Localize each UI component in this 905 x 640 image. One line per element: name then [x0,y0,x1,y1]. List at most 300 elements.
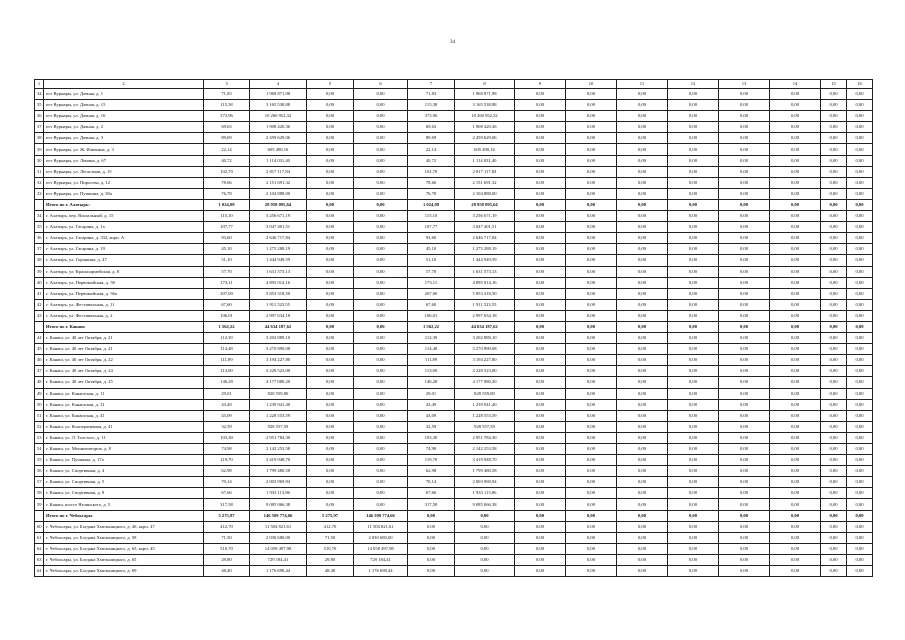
value-cell: 0,00 [354,366,408,377]
table-row [35,310,873,321]
value-cell: 0,00 [668,554,719,565]
table-row [35,355,873,366]
value-cell: 0,00 [515,89,566,100]
value-cell: 0,00 [668,566,719,577]
table-row [35,255,873,266]
value-cell: 0,00 [617,111,668,122]
value-cell: 0,00 [668,488,719,499]
value-cell: 317,58 [204,499,250,510]
address-cell: пгт Вурнары, ул. Пирогова, д. 12 [44,177,204,188]
table-row [35,444,873,455]
value-cell: 1 114 031,40 [455,155,515,166]
value-cell: 0,00 [770,388,821,399]
value-cell: 0,00 [307,399,354,410]
value-cell: 0,00 [515,133,566,144]
value-cell: 0,00 [515,122,566,133]
value-cell: 0,00 [668,477,719,488]
value-cell: 0,00 [515,377,566,388]
value-cell: 0,00 [847,222,873,233]
value-cell: 0,00 [515,299,566,310]
value-cell: 0,00 [821,266,847,277]
table-row [35,299,873,310]
row-number: 30 [35,155,44,166]
value-cell: 48,40 [307,566,354,577]
value-cell: 146 509 774,66 [354,510,408,521]
value-cell: 0,00 [668,199,719,210]
row-number: 35 [35,222,44,233]
value-cell: 0,00 [617,100,668,111]
value-cell: 0,00 [668,543,719,554]
value-cell: 0,00 [566,455,617,466]
value-cell: 0,00 [719,233,770,244]
value-cell: 0,00 [515,310,566,321]
value-cell: 0,00 [719,122,770,133]
value-cell: 0,00 [668,188,719,199]
address-cell: пгт Вурнары, ул. Дачная, д. 1 [44,89,204,100]
value-cell: 0,00 [719,444,770,455]
row-number: 46 [35,355,44,366]
value-cell: 0,00 [821,455,847,466]
value-cell: 0,00 [354,133,408,144]
value-cell: 1 911 523,55 [455,299,515,310]
value-cell: 0,00 [354,188,408,199]
value-cell: 0,00 [354,499,408,510]
value-cell: 0,00 [566,277,617,288]
value-cell: 0,00 [847,421,873,432]
value-cell: 1 114 031,40 [250,155,307,166]
value-cell: 0,00 [307,355,354,366]
value-cell: 0,00 [847,521,873,532]
value-cell: 0,00 [515,233,566,244]
value-cell: 44 634 187,62 [455,321,515,332]
address-cell: г. Канаш, ул. Механизаторов, д. 8 [44,444,204,455]
value-cell: 0,00 [821,133,847,144]
address-cell: пгт Вурнары, ул. Дачная, д. 15 [44,100,204,111]
value-cell: 115,10 [204,211,250,222]
value-cell: 28 958 095,64 [250,199,307,210]
value-cell: 2 142 253,58 [455,444,515,455]
value-cell: 0,00 [770,255,821,266]
column-number: 1 [35,80,44,89]
value-cell: 0,00 [770,133,821,144]
value-cell: 0,00 [566,222,617,233]
value-cell: 0,00 [307,377,354,388]
value-cell: 0,00 [821,310,847,321]
value-cell: 0,00 [847,377,873,388]
value-cell: 0,00 [770,377,821,388]
value-cell: 0,00 [821,532,847,543]
table-row [35,277,873,288]
row-number [35,510,44,521]
value-cell: 0,00 [719,222,770,233]
value-cell: 0,00 [847,554,873,565]
value-cell: 0,00 [770,543,821,554]
value-cell: 0,00 [354,144,408,155]
row-number: 59 [35,499,44,510]
row-number: 37 [35,122,44,133]
row-number: 42 [35,299,44,310]
value-cell: 0,00 [719,310,770,321]
row-number: 49 [35,388,44,399]
value-cell: 3 165 538,88 [455,100,515,111]
row-number: 35 [35,100,44,111]
address-cell: г. Канаш, ул. Л. Толстого, д. 11 [44,432,204,443]
value-cell: 0,00 [821,344,847,355]
value-cell: 106,01 [204,310,250,321]
value-cell: 0,00 [566,133,617,144]
value-cell: 0,00 [668,466,719,477]
value-cell: 11 504 821,61 [250,521,307,532]
value-cell: 0,00 [566,554,617,565]
value-cell: 0,00 [617,566,668,577]
value-cell: 0,00 [566,89,617,100]
row-number: 45 [35,344,44,355]
value-cell: 0,00 [617,344,668,355]
value-cell: 2 817 117,84 [455,166,515,177]
value-cell: 0,00 [668,510,719,521]
value-cell: 0,00 [307,499,354,510]
value-cell: 0,00 [566,510,617,521]
value-cell: 67,60 [204,299,250,310]
value-cell: 0,00 [719,410,770,421]
value-cell: 3 270 890,08 [250,344,307,355]
value-cell: 0,00 [515,421,566,432]
value-cell: 0,00 [617,188,668,199]
address-cell: г. Канаш, ул. Пушкина, д. 17а [44,455,204,466]
value-cell: 0,00 [354,122,408,133]
value-cell: 0,00 [821,388,847,399]
value-cell: 0,00 [617,266,668,277]
value-cell: 0,00 [719,266,770,277]
value-cell: 0,00 [455,521,515,532]
value-cell: 14 058 497,98 [250,543,307,554]
table-row [35,100,873,111]
value-cell: 0,00 [566,421,617,432]
value-cell: 0,00 [770,177,821,188]
value-cell: 0,00 [719,499,770,510]
row-number: 31 [35,166,44,177]
value-cell: 0,00 [770,466,821,477]
value-cell: 0,00 [408,510,455,521]
value-cell: 0,00 [566,299,617,310]
value-cell: 0,00 [354,211,408,222]
column-number: 4 [250,80,307,89]
value-cell: 29,80 [307,554,354,565]
value-cell: 0,00 [668,521,719,532]
table-row [35,344,873,355]
value-cell: 29,80 [204,554,250,565]
value-cell: 412,70 [204,521,250,532]
value-cell: 57,70 [408,266,455,277]
table-header-row [35,80,873,89]
value-cell: 0,00 [354,432,408,443]
value-cell: 0,00 [719,554,770,565]
value-cell: 103,30 [408,432,455,443]
value-cell: 0,00 [668,410,719,421]
table-row [35,532,873,543]
value-cell: 0,00 [566,155,617,166]
table-row [35,244,873,255]
value-cell: 22,14 [204,144,250,155]
value-cell: 0,00 [719,100,770,111]
value-cell: 114,48 [408,344,455,355]
value-cell: 113,00 [204,366,250,377]
value-cell: 0,00 [770,410,821,421]
value-cell: 0,00 [566,288,617,299]
table-row [35,499,873,510]
value-cell: 0,00 [566,321,617,332]
value-cell: 3 047 401,51 [250,222,307,233]
value-cell: 0,00 [307,388,354,399]
column-number: 5 [307,80,354,89]
value-cell: 0,00 [719,377,770,388]
value-cell: 0,00 [354,410,408,421]
value-cell: 0,00 [821,155,847,166]
value-cell: 4 895 014,16 [250,277,307,288]
value-cell: 0,00 [719,432,770,443]
value-cell: 71,83 [408,89,455,100]
value-cell: 0,00 [821,543,847,554]
value-cell: 0,00 [847,333,873,344]
table-row [35,366,873,377]
value-cell: 0,00 [354,255,408,266]
value-cell: 11 504 821,61 [354,521,408,532]
table-row [35,222,873,233]
value-cell: 0,00 [307,432,354,443]
value-cell: 0,00 [719,488,770,499]
value-cell: 0,00 [821,211,847,222]
value-cell: 0,00 [617,321,668,332]
value-cell: 0,00 [617,277,668,288]
row-number: 53 [35,432,44,443]
value-cell: 0,00 [566,255,617,266]
address-cell: г. Канаш, шоссе Ятчинского, д. 5 [44,499,204,510]
address-cell: г. Алатырь, ул. Гагарина, д. 1а [44,222,204,233]
table-row [35,566,873,577]
value-cell: 0,00 [719,344,770,355]
row-number: 52 [35,421,44,432]
value-cell: 0,00 [847,410,873,421]
value-cell: 0,00 [354,455,408,466]
value-cell: 0,00 [617,89,668,100]
value-cell: 0,00 [566,244,617,255]
value-cell: 412,70 [307,521,354,532]
value-cell: 0,00 [515,455,566,466]
value-cell: 828 559,80 [250,388,307,399]
row-number [35,321,44,332]
address-cell: г. Чебоксары, ул. Богдана Хмельницкого, д. 63, корп. 45 [44,543,204,554]
value-cell: 0,00 [515,333,566,344]
value-cell: 0,00 [515,499,566,510]
value-cell: 4 177 080,20 [455,377,515,388]
value-cell: 0,00 [515,388,566,399]
address-cell: пгт Вурнары, ул. Пушкина, д. 30а [44,188,204,199]
value-cell: 107,77 [204,222,250,233]
value-cell: 0,00 [719,166,770,177]
value-cell: 0,00 [821,244,847,255]
value-cell: 3 419 948,70 [455,455,515,466]
row-number: 64 [35,566,44,577]
value-cell: 0,00 [770,510,821,521]
value-cell: 0,00 [515,399,566,410]
value-cell: 0,00 [847,355,873,366]
value-cell: 0,00 [408,566,455,577]
value-cell: 48,40 [204,566,250,577]
value-cell: 0,00 [566,566,617,577]
value-cell: 0,00 [354,266,408,277]
value-cell: 0,00 [668,244,719,255]
value-cell: 373,96 [204,111,250,122]
row-number: 33 [35,188,44,199]
table-row [35,266,873,277]
address-cell: г. Канаш, ул. Спортивная, д. 5 [44,477,204,488]
row-number: 51 [35,410,44,421]
value-cell: 0,00 [515,510,566,521]
value-cell: 112,39 [408,333,455,344]
value-cell: 0,00 [408,543,455,554]
column-number: 14 [770,80,821,89]
value-cell: 0,00 [847,499,873,510]
table-row [35,543,873,554]
value-cell: 0,00 [668,155,719,166]
address-cell: пгт Вурнары, ул. Лесхозная, д. 15 [44,166,204,177]
value-cell: 0,00 [821,100,847,111]
value-cell: 2 104 888,00 [455,188,515,199]
row-number [35,199,44,210]
value-cell: 5 853 318,50 [250,288,307,299]
value-cell: 0,00 [847,155,873,166]
value-cell: 0,00 [770,144,821,155]
value-cell: 0,00 [307,366,354,377]
value-cell: 0,00 [719,211,770,222]
value-cell: 0,00 [307,477,354,488]
value-cell: 0,00 [668,399,719,410]
table-row [35,133,873,144]
value-cell: 0,00 [408,521,455,532]
value-cell: 0,00 [408,532,455,543]
value-cell: 1 444 949,59 [250,255,307,266]
value-cell: 0,00 [617,255,668,266]
value-cell: 10 260 952,32 [455,111,515,122]
value-cell: 0,00 [847,255,873,266]
table-row [35,155,873,166]
value-cell: 0,00 [668,377,719,388]
value-cell: 0,00 [668,444,719,455]
value-cell: 29,01 [408,388,455,399]
value-cell: 0,00 [719,566,770,577]
value-cell: 0,00 [719,277,770,288]
value-cell: 0,00 [821,410,847,421]
value-cell: 0,00 [821,89,847,100]
value-cell: 0,00 [770,188,821,199]
address-cell: г. Канаш, ул. Канашская, д. 31 [44,399,204,410]
value-cell: 0,00 [668,211,719,222]
value-cell: 0,00 [668,321,719,332]
value-cell: 0,00 [821,255,847,266]
value-cell: 32,59 [204,421,250,432]
value-cell: 114,48 [204,344,250,355]
value-cell: 0,00 [719,188,770,199]
value-cell: 0,00 [617,510,668,521]
value-cell: 0,00 [719,532,770,543]
value-cell: 0,00 [847,477,873,488]
value-cell: 0,00 [847,366,873,377]
value-cell: 0,00 [307,111,354,122]
table-row [35,144,873,155]
value-cell: 1 239 941,40 [455,399,515,410]
value-cell: 0,00 [821,111,847,122]
value-cell: 317,58 [408,499,455,510]
value-cell: 0,00 [566,166,617,177]
address-cell: г. Алатырь, ул. Первомайская, д. 56а [44,288,204,299]
value-cell: 0,00 [354,288,408,299]
value-cell: 0,00 [617,421,668,432]
value-cell: 0,00 [847,455,873,466]
value-cell: 0,00 [617,388,668,399]
value-cell: 605 490,16 [250,144,307,155]
value-cell: 0,00 [821,521,847,532]
value-cell: 0,00 [455,543,515,554]
value-cell: 2 951 784,30 [250,432,307,443]
value-cell: 76,78 [408,188,455,199]
value-cell: 0,00 [719,155,770,166]
value-cell: 0,00 [307,410,354,421]
value-cell: 1 024,09 [408,199,455,210]
value-cell: 70,14 [204,477,250,488]
value-cell: 0,00 [354,377,408,388]
value-cell: 0,00 [307,421,354,432]
value-cell: 0,00 [354,166,408,177]
address-cell: Итого по г. Алатырь: [44,199,204,210]
value-cell: 43,09 [408,410,455,421]
value-cell: 0,00 [515,288,566,299]
value-cell: 0,00 [719,466,770,477]
value-cell: 0,00 [770,233,821,244]
table-row [35,333,873,344]
table-row [35,188,873,199]
value-cell: 0,00 [307,444,354,455]
column-number: 2 [44,80,204,89]
value-cell: 0,00 [307,188,354,199]
column-number: 10 [566,80,617,89]
value-cell: 2 003 969,94 [455,477,515,488]
table-row [35,388,873,399]
value-cell: 0,00 [668,233,719,244]
value-cell: 0,00 [770,344,821,355]
value-cell: 0,00 [617,499,668,510]
row-number: 47 [35,366,44,377]
table-row [35,466,873,477]
value-cell: 0,00 [566,344,617,355]
row-number: 38 [35,133,44,144]
value-cell: 115,38 [204,100,250,111]
value-cell: 0,00 [515,255,566,266]
value-cell: 0,00 [566,366,617,377]
value-cell: 0,00 [617,377,668,388]
address-cell: Итого по г. Канаш: [44,321,204,332]
value-cell: 0,00 [515,177,566,188]
table-row [35,421,873,432]
value-cell: 51,10 [204,255,250,266]
value-cell: 0,00 [307,222,354,233]
value-cell: 0,00 [719,111,770,122]
value-cell: 102,70 [408,166,455,177]
value-cell: 0,00 [668,310,719,321]
value-cell: 173,11 [408,277,455,288]
value-cell: 928 557,59 [455,421,515,432]
value-cell: 0,00 [847,321,873,332]
value-cell: 3 270 890,08 [455,344,515,355]
